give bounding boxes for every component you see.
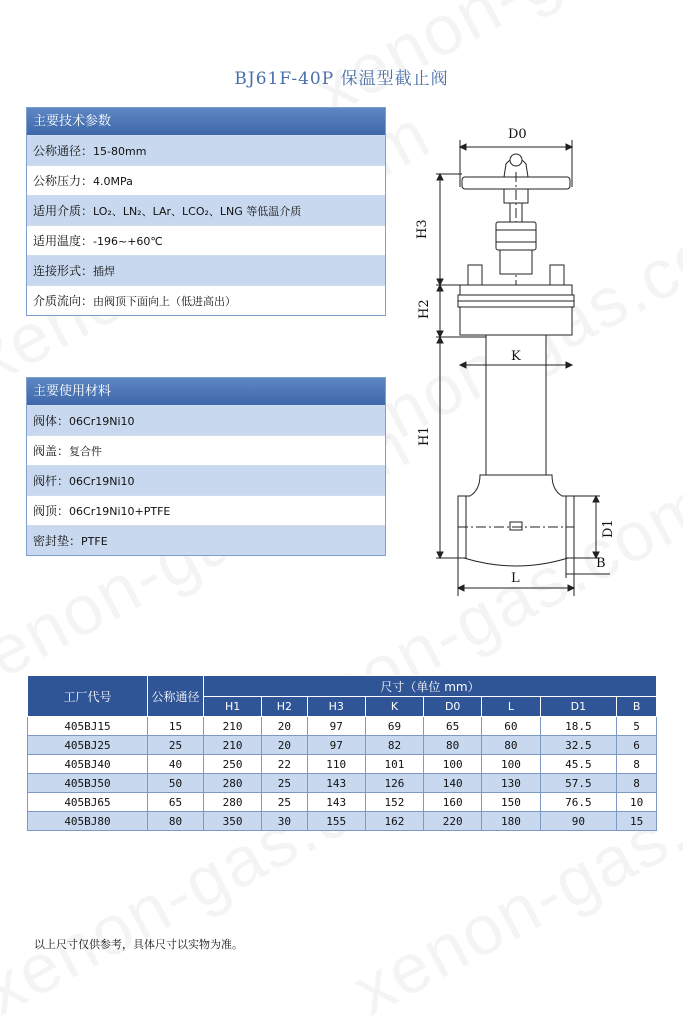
param-label: 公称通径： [33, 144, 94, 158]
cell-code: 405BJ25 [28, 736, 148, 755]
cell-dim: 250 [204, 755, 262, 774]
cell-dim: 76.5 [540, 793, 617, 812]
cell-dim: 150 [482, 793, 540, 812]
cell-code: 405BJ50 [28, 774, 148, 793]
cell-dim: 126 [365, 774, 423, 793]
material-row [27, 495, 385, 525]
table-row [28, 793, 657, 812]
dimension-table-body [28, 717, 657, 831]
cell-dim: 130 [482, 774, 540, 793]
cell-dim: 152 [365, 793, 423, 812]
col-header-dim: L [482, 697, 540, 717]
valve-drawing [400, 112, 670, 612]
cell-dim: 180 [482, 812, 540, 831]
page-title: BJ61F-40P 保温型截止阀 [234, 69, 449, 89]
cell-dim: 60 [482, 717, 540, 736]
param-label: 连接形式： [33, 264, 94, 278]
dim-label-h3: H3 [415, 219, 430, 239]
material-row [27, 465, 385, 495]
param-value: LO₂、LN₂、LAr、LCO₂、LNG 等低温介质 [93, 205, 302, 218]
dim-label-l: L [511, 571, 520, 586]
cell-dim: 90 [540, 812, 617, 831]
cell-dim: 220 [424, 812, 482, 831]
cell-dim: 10 [617, 793, 657, 812]
material-value: 06Cr19Ni10+PTFE [69, 505, 171, 518]
dim-label-b: B [596, 556, 606, 571]
table-row [28, 755, 657, 774]
cell-dim: 25 [262, 774, 307, 793]
cell-dim: 6 [617, 736, 657, 755]
param-row [27, 255, 385, 285]
col-header-dim: H3 [307, 697, 365, 717]
param-row [27, 135, 385, 165]
cell-dim: 30 [262, 812, 307, 831]
cell-dim: 210 [204, 736, 262, 755]
cell-dim: 101 [365, 755, 423, 774]
cell-dim: 97 [307, 717, 365, 736]
param-label: 公称压力： [33, 174, 94, 188]
cell-dim: 8 [617, 774, 657, 793]
param-value: 15-80mm [93, 145, 147, 158]
cell-dn: 80 [148, 812, 204, 831]
cell-dim: 22 [262, 755, 307, 774]
table-row [28, 774, 657, 793]
cell-dim: 15 [617, 812, 657, 831]
cell-dim: 20 [262, 717, 307, 736]
col-header-dim: D1 [540, 697, 617, 717]
material-value: PTFE [81, 535, 108, 548]
dim-label-k: K [511, 349, 521, 364]
cell-dim: 350 [204, 812, 262, 831]
cell-dim: 80 [424, 736, 482, 755]
cell-dim: 155 [307, 812, 365, 831]
cell-dim: 110 [307, 755, 365, 774]
cell-dim: 143 [307, 774, 365, 793]
cell-dim: 82 [365, 736, 423, 755]
col-header-dim: D0 [424, 697, 482, 717]
col-header-dim: H2 [262, 697, 307, 717]
cell-dim: 160 [424, 793, 482, 812]
cell-dim: 210 [204, 717, 262, 736]
col-header-dn: 公称通径 [148, 676, 204, 717]
param-value: 由阀顶下面向上（低进高出） [93, 295, 237, 308]
material-label: 阀杆： [33, 474, 70, 488]
cell-code: 405BJ80 [28, 812, 148, 831]
cell-dim: 65 [424, 717, 482, 736]
cell-dim: 100 [482, 755, 540, 774]
cell-dim: 32.5 [540, 736, 617, 755]
cell-code: 405BJ40 [28, 755, 148, 774]
material-row [27, 435, 385, 465]
cell-dim: 5 [617, 717, 657, 736]
cell-dn: 15 [148, 717, 204, 736]
col-header-dim: H1 [204, 697, 262, 717]
param-value: -196~+60℃ [93, 235, 163, 248]
cell-dim: 45.5 [540, 755, 617, 774]
material-label: 阀盖： [33, 444, 70, 458]
cell-code: 405BJ15 [28, 717, 148, 736]
cell-dim: 97 [307, 736, 365, 755]
cell-dim: 143 [307, 793, 365, 812]
material-label: 密封垫： [33, 534, 82, 548]
dim-label-h2: H2 [417, 299, 432, 319]
param-value: 插焊 [93, 265, 116, 278]
param-row [27, 165, 385, 195]
material-value: 06Cr19Ni10 [69, 475, 135, 488]
cell-dim: 69 [365, 717, 423, 736]
table-row [28, 717, 657, 736]
cell-dim: 140 [424, 774, 482, 793]
param-row [27, 285, 385, 315]
col-header-dim: K [365, 697, 423, 717]
material-value: 06Cr19Ni10 [69, 415, 135, 428]
dimension-table [27, 675, 657, 831]
material-row [27, 525, 385, 555]
cell-dim: 57.5 [540, 774, 617, 793]
param-row [27, 195, 385, 225]
cell-dim: 280 [204, 774, 262, 793]
dim-label-d0: D0 [508, 127, 527, 142]
footnote: 以上尺寸仅供参考，具体尺寸以实物为准。 [34, 938, 243, 951]
cell-dn: 25 [148, 736, 204, 755]
table-row [28, 812, 657, 831]
cell-dim: 25 [262, 793, 307, 812]
tech-params-panel [26, 107, 386, 316]
table-row [28, 736, 657, 755]
cell-dn: 40 [148, 755, 204, 774]
param-label: 介质流向： [33, 294, 94, 308]
cell-dim: 20 [262, 736, 307, 755]
param-row [27, 225, 385, 255]
cell-dim: 18.5 [540, 717, 617, 736]
cell-dim: 162 [365, 812, 423, 831]
cell-dn: 50 [148, 774, 204, 793]
cell-dim: 100 [424, 755, 482, 774]
material-row [27, 405, 385, 435]
cell-dim: 80 [482, 736, 540, 755]
material-label: 阀体： [33, 414, 70, 428]
dim-label-h1: H1 [417, 426, 432, 446]
param-value: 4.0MPa [93, 175, 133, 188]
material-label: 阀顶： [33, 504, 70, 518]
param-label: 适用介质： [33, 204, 94, 218]
materials-heading: 主要使用材料 [27, 378, 385, 405]
param-label: 适用温度： [33, 234, 94, 248]
col-header-dim: B [617, 697, 657, 717]
col-header-group: 尺寸（单位 mm） [204, 676, 657, 697]
material-value: 复合件 [69, 445, 103, 458]
materials-panel [26, 377, 386, 556]
col-header-code: 工厂代号 [28, 676, 148, 717]
dim-label-d1: D1 [601, 519, 616, 538]
cell-code: 405BJ65 [28, 793, 148, 812]
cell-dn: 65 [148, 793, 204, 812]
tech-params-heading: 主要技术参数 [27, 108, 385, 135]
cell-dim: 280 [204, 793, 262, 812]
cell-dim: 8 [617, 755, 657, 774]
